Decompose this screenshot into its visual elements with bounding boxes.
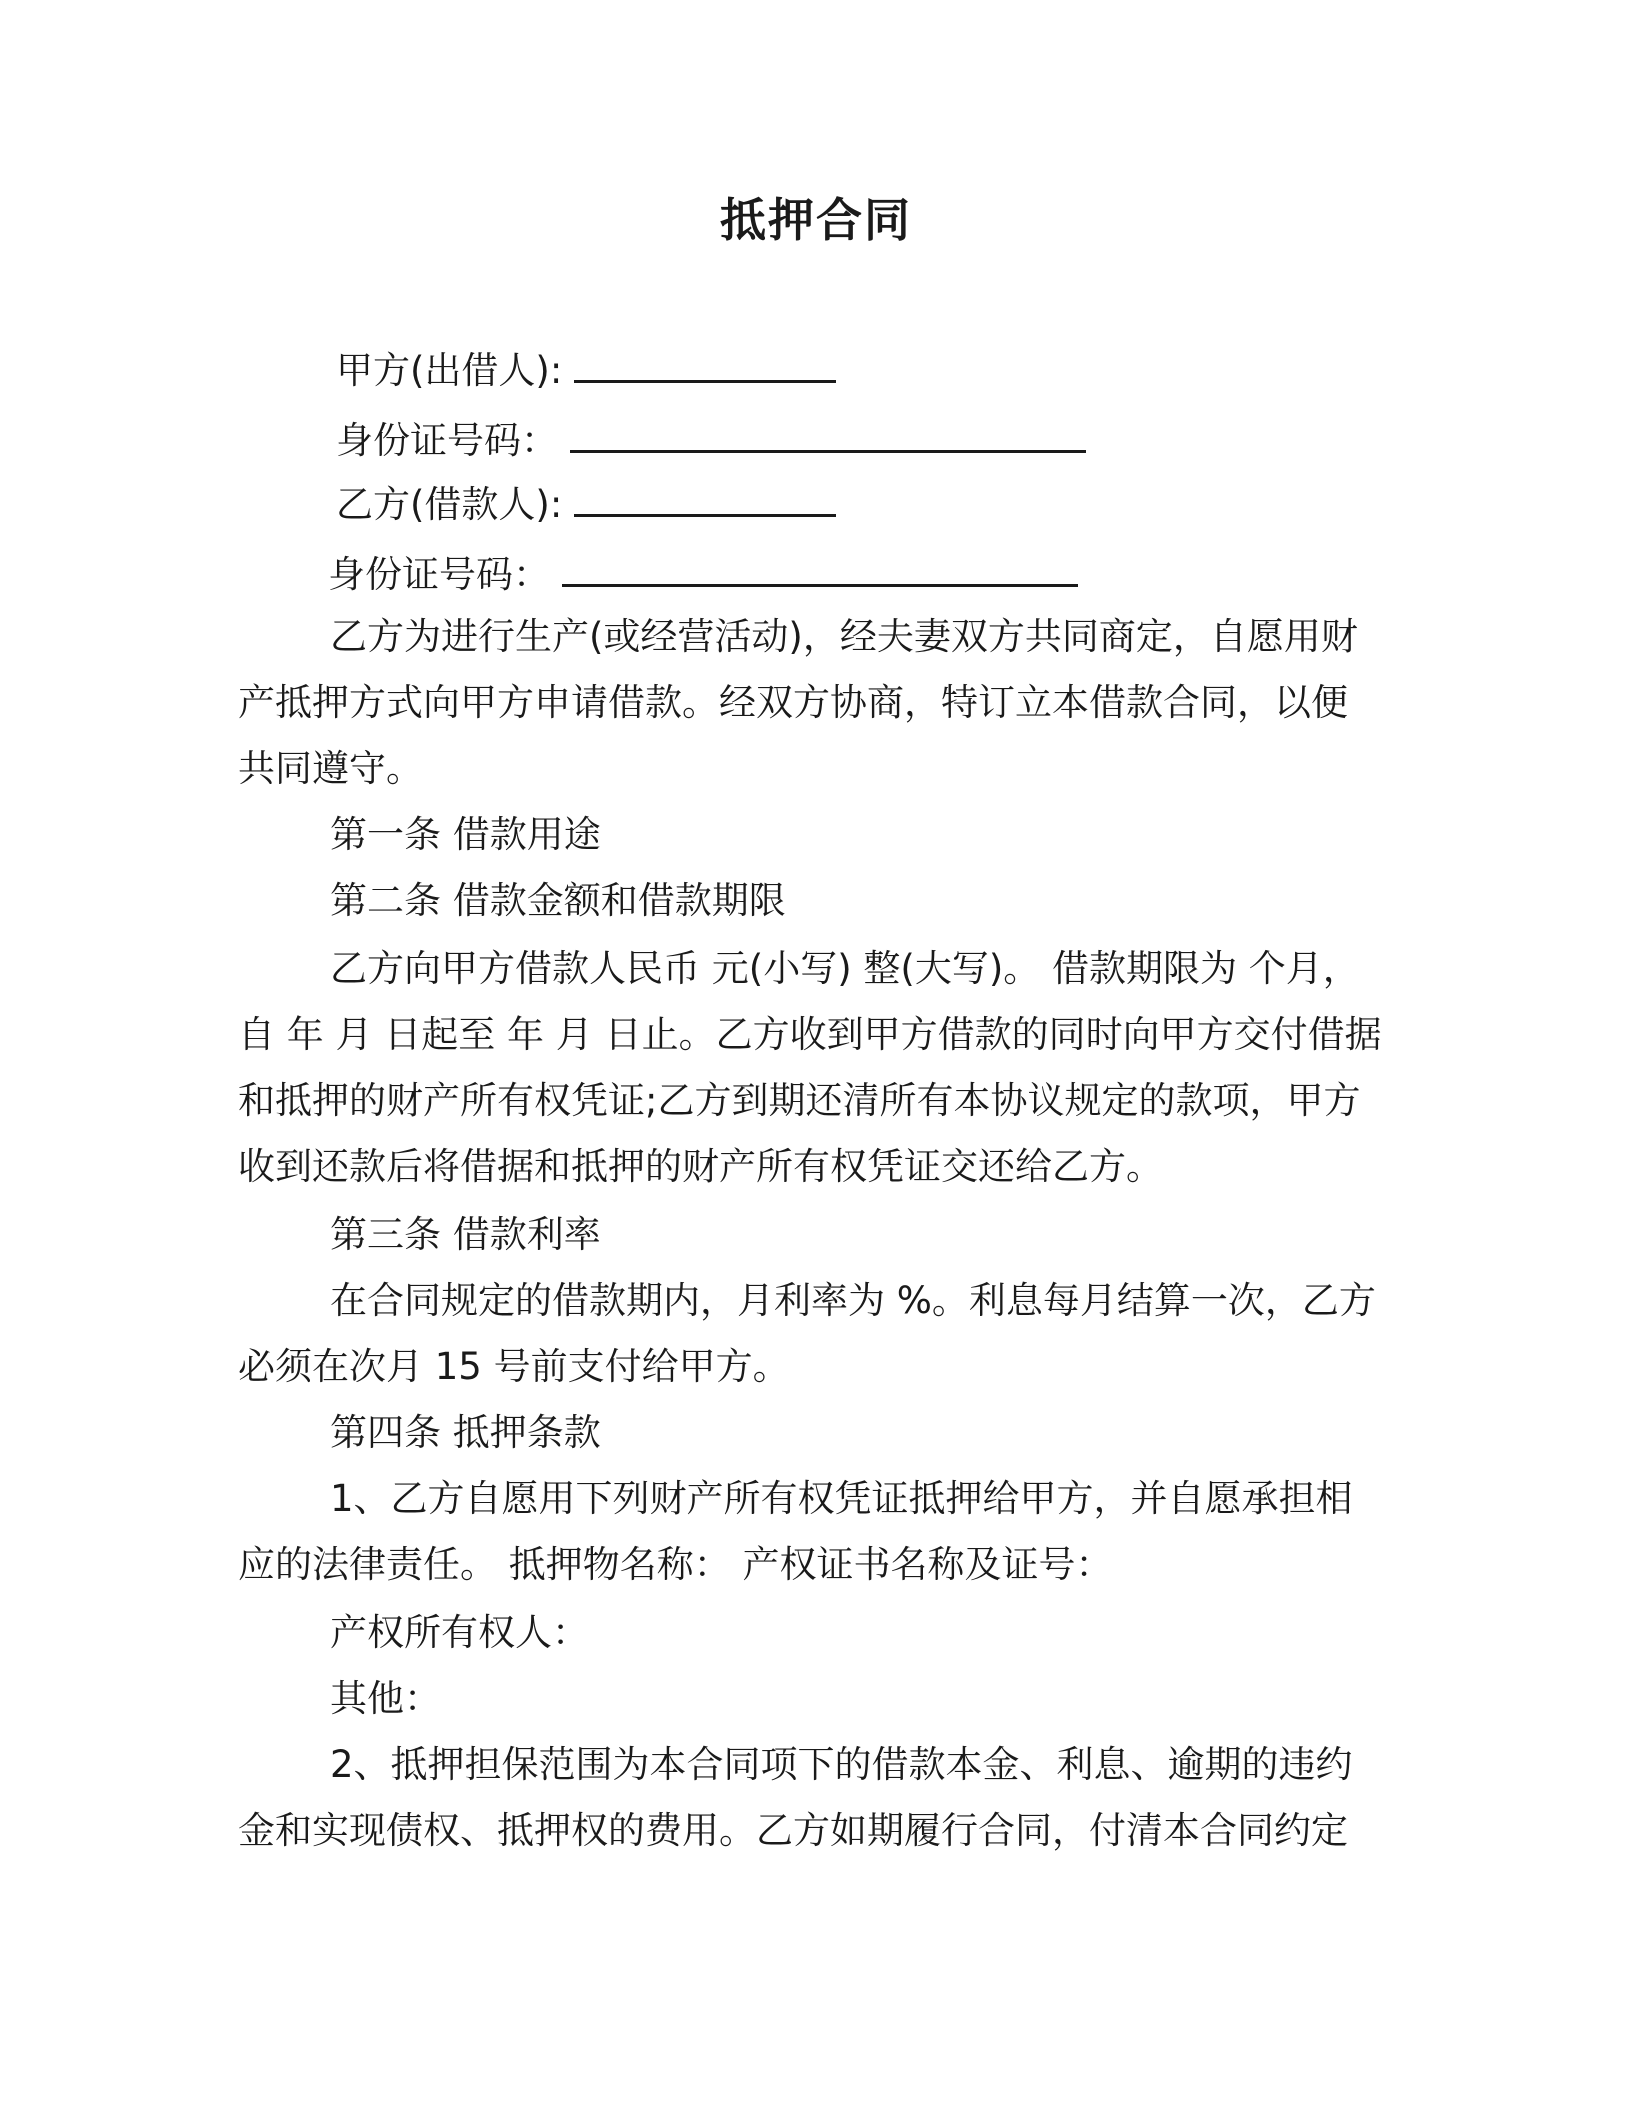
party-b-blank (574, 480, 836, 517)
body-line: 在合同规定的借款期内，月利率为 %。利息每月结算一次，乙方 (330, 1279, 1376, 1322)
document-title: 抵押合同 (720, 193, 912, 247)
party-a-blank (574, 346, 836, 383)
body-line: 必须在次月 15 号前支付给甲方。 (238, 1345, 790, 1388)
body-line: 1、乙方自愿用下列财产所有权凭证抵押给甲方，并自愿承担相 (330, 1477, 1353, 1520)
body-line: 收到还款后将借据和抵押的财产所有权凭证交还给乙方。 (238, 1145, 1163, 1188)
party-a-id-blank (570, 416, 1086, 453)
body-line: 应的法律责任。 抵押物名称： 产权证书名称及证号： (238, 1543, 1113, 1586)
body-line: 产抵押方式向甲方申请借款。经双方协商，特订立本借款合同，以便 (238, 681, 1348, 724)
body-line: 共同遵守。 (238, 747, 423, 790)
party-a-field (336, 346, 836, 396)
party-b-id-blank (562, 550, 1078, 587)
body-line: 金和实现债权、抵押权的费用。乙方如期履行合同，付清本合同约定 (238, 1809, 1348, 1852)
section-heading: 第四条 抵押条款 (330, 1411, 601, 1454)
body-line: 产权所有权人： (330, 1611, 589, 1654)
body-line: 乙方为进行生产(或经营活动)，经夫妻双方共同商定，自愿用财 (330, 615, 1358, 658)
party-a-id-label: 身份证号码： (336, 419, 558, 462)
body-line: 其他： (330, 1677, 441, 1720)
party-b-id-label: 身份证号码： (328, 553, 550, 596)
body-line: 2、抵押担保范围为本合同项下的借款本金、利息、逾期的违约 (330, 1743, 1353, 1786)
section-heading: 第二条 借款金额和借款期限 (330, 879, 786, 922)
section-heading: 第一条 借款用途 (330, 813, 601, 856)
party-b-field (336, 480, 836, 530)
party-a-label: 甲方(出借人): (336, 349, 563, 392)
body-line: 乙方向甲方借款人民币 元(小写) 整(大写)。 借款期限为 个月， (330, 947, 1360, 990)
party-b-label: 乙方(借款人): (336, 483, 563, 526)
section-heading: 第三条 借款利率 (330, 1213, 601, 1256)
body-line: 自 年 月 日起至 年 月 日止。乙方收到甲方借款的同时向甲方交付借据 (238, 1013, 1382, 1056)
party-b-id-field (328, 550, 1078, 600)
party-a-id-field (336, 416, 1086, 466)
body-line: 和抵押的财产所有权凭证;乙方到期还清所有本协议规定的款项，甲方 (238, 1079, 1361, 1122)
